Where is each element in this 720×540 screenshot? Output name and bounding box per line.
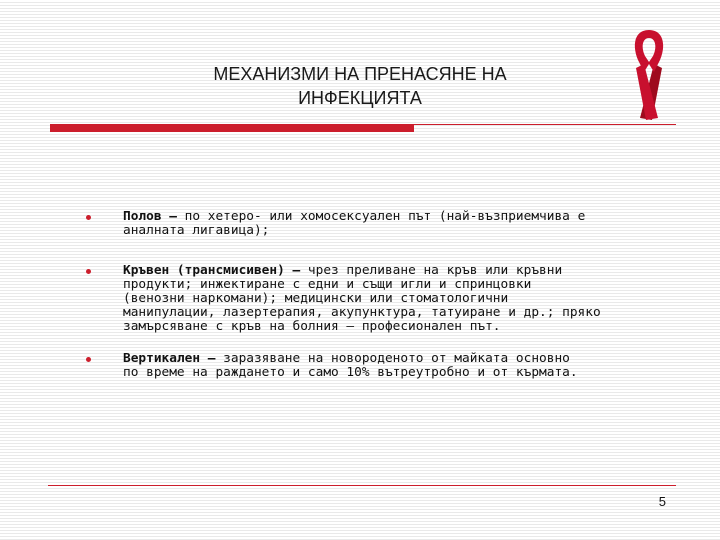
header-rule-thick xyxy=(50,124,414,132)
item-text: чрез преливане на кръв или кръвни продукти; инжектиране с едни и същи игли и спринцовки (венозни наркомани); медицински или стоматологични манипулации, лазертерапия, акупунктура, татуиране и др.; пряко замърсяване с кръв на болния – професионален път. xyxy=(123,263,601,334)
bullet-dot xyxy=(86,269,91,274)
item-term: Полов – xyxy=(123,209,177,224)
red-ribbon-icon xyxy=(622,26,676,122)
slide-title xyxy=(160,62,560,110)
title-line-2: ИНФЕКЦИЯТА xyxy=(298,88,422,108)
list-item xyxy=(123,210,663,238)
title-line-1: МЕХАНИЗМИ НА ПРЕНАСЯНЕ НА xyxy=(213,64,507,84)
item-term: Вертикален – xyxy=(123,351,216,366)
list-item xyxy=(123,352,663,380)
footer-rule xyxy=(48,485,676,486)
header-rule-thin xyxy=(414,124,676,125)
item-term: Кръвен (трансмисивен) – xyxy=(123,263,301,278)
list-item xyxy=(123,264,663,334)
item-text: по хетеро- или хомосексуален път (най-възприемчива е аналната лигавица); xyxy=(123,209,586,238)
bullet-dot xyxy=(86,215,91,220)
page-number: 5 xyxy=(658,494,666,509)
item-text: заразяване на новороденото от майката основно по време на раждането и само 10% вътреутробно и от кърмата. xyxy=(123,351,578,380)
bullet-dot xyxy=(86,357,91,362)
